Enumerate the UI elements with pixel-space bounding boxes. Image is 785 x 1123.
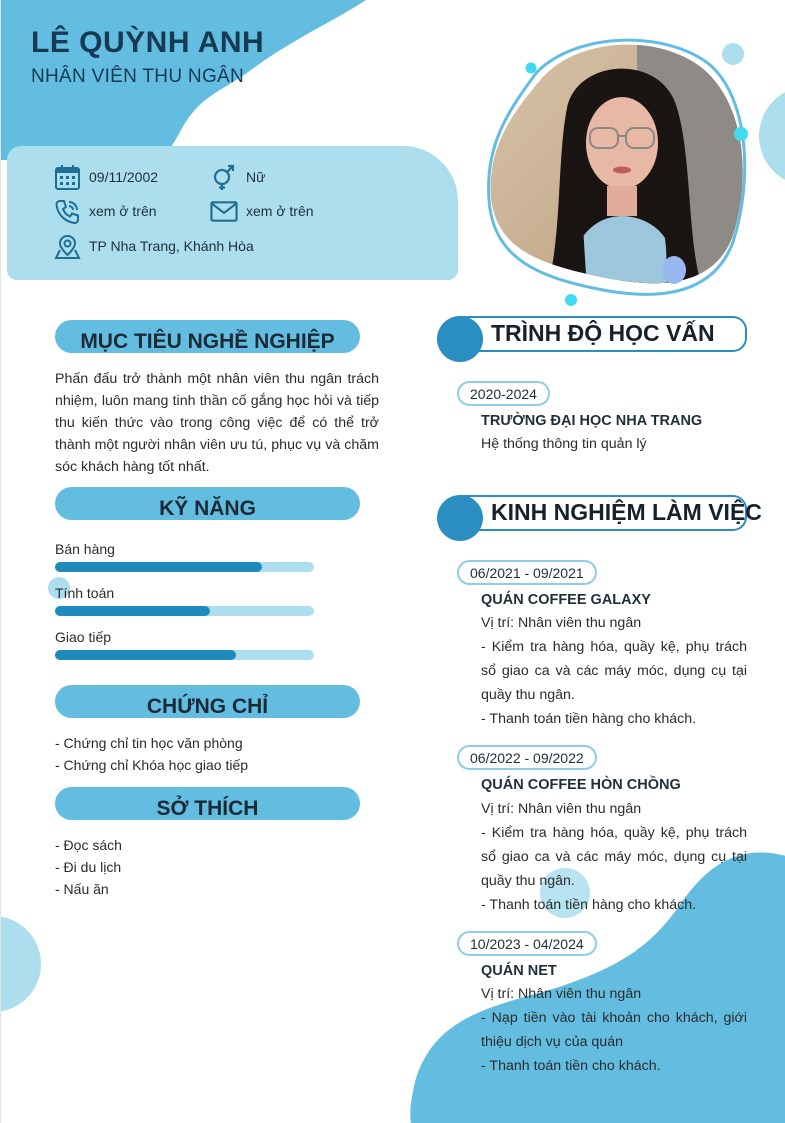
address-text: TP Nha Trang, Khánh Hòa xyxy=(89,238,254,254)
job-duty: - Thanh toán tiền cho khách. xyxy=(481,1058,661,1074)
gender-item xyxy=(210,163,265,191)
right-edge-circle-decoration xyxy=(759,88,785,188)
list-item: - Chứng chỉ Khóa học giao tiếp xyxy=(55,757,249,773)
phone-item xyxy=(53,197,157,225)
skill-bar-fill xyxy=(55,606,210,616)
birthday-text: 09/11/2002 xyxy=(89,169,159,185)
skill-bar-fill xyxy=(55,562,262,572)
skill-bar-communication xyxy=(55,650,314,660)
job-period: 10/2023 - 04/2024 xyxy=(457,931,597,956)
skill-bar-sales xyxy=(55,562,314,572)
heading-dot xyxy=(437,316,483,362)
list-item: - Đọc sách xyxy=(55,837,122,853)
job-duty: - Nạp tiền vào tài khoản cho khách, giới thiệu dịch vụ của quán xyxy=(481,1010,747,1050)
job-details xyxy=(481,982,747,1078)
job-position: Vị trí: Nhân viên thu ngân xyxy=(481,801,642,817)
skill-bar-fill xyxy=(55,650,236,660)
objective-heading: MỤC TIÊU NGHỀ NGHIỆP xyxy=(55,320,360,353)
profile-photo xyxy=(487,38,749,306)
birthday-item xyxy=(53,163,158,191)
list-item: - Nấu ăn xyxy=(55,881,109,897)
job-period: 06/2022 - 09/2022 xyxy=(457,745,597,770)
company-name: QUÁN COFFEE GALAXY xyxy=(481,592,651,608)
job-duty: - Kiểm tra hàng hóa, quầy kệ, phụ trách sổ giao ca và các máy móc, dụng cụ tại quầy thu ngân. xyxy=(481,639,747,703)
phone-text: xem ở trên xyxy=(89,203,157,219)
job-position: Vị trí: Nhân viên thu ngân xyxy=(481,986,642,1002)
skills-heading: KỸ NĂNG xyxy=(55,487,360,520)
experience-heading: KINH NGHIỆM LÀM VIỆC xyxy=(437,495,747,541)
hobbies-list xyxy=(55,834,122,900)
list-item: - Chứng chỉ tin học văn phòng xyxy=(55,735,243,751)
company-name: QUÁN COFFEE HÒN CHỒNG xyxy=(481,777,681,793)
major-text: Hệ thống thông tin quản lý xyxy=(481,436,647,452)
address-item xyxy=(53,232,254,260)
hobbies-heading: SỞ THÍCH xyxy=(55,787,360,820)
gender-icon xyxy=(210,163,238,191)
certificates-heading: CHỨNG CHỈ xyxy=(55,685,360,718)
candidate-name: LÊ QUỲNH ANH xyxy=(31,26,265,59)
job-duty: - Thanh toán tiền hàng cho khách. xyxy=(481,711,697,727)
education-period: 2020-2024 xyxy=(457,381,550,406)
job-duty: - Kiểm tra hàng hóa, quầy kệ, phụ trách sổ giao ca và các máy móc, dụng cụ tại quầy thu ngân. xyxy=(481,825,747,889)
heading-dot xyxy=(437,495,483,541)
job-position: Vị trí: Nhân viên thu ngân xyxy=(481,615,642,631)
education-heading: TRÌNH ĐỘ HỌC VẤN xyxy=(437,316,747,362)
gender-text: Nữ xyxy=(246,169,266,185)
mail-icon xyxy=(210,197,238,225)
objective-text: Phấn đấu trở thành một nhân viên thu ngân trách nhiệm, luôn mang tinh thần cố gắng học hỏi và tiếp thu kiến thức vào trong công việc để có thể trở thành một người nhân viên ưu tú, phục vụ và chăm sóc khách hàng tốt nhất. xyxy=(55,371,379,475)
company-name: QUÁN NET xyxy=(481,963,557,979)
skill-label-sales: Bán hàng xyxy=(55,541,115,557)
location-icon xyxy=(53,232,81,260)
email-item xyxy=(210,197,314,225)
certificates-list xyxy=(55,732,248,776)
job-title: NHÂN VIÊN THU NGÂN xyxy=(31,66,245,87)
left-edge-circle-decoration xyxy=(1,914,43,1014)
job-duty: - Thanh toán tiền hàng cho khách. xyxy=(481,897,697,913)
job-details xyxy=(481,797,747,917)
skill-bar-calculation xyxy=(55,606,314,616)
list-item: - Đi du lịch xyxy=(55,859,122,875)
job-period: 06/2021 - 09/2021 xyxy=(457,560,597,585)
skill-label-calculation: Tính toán xyxy=(55,585,115,601)
email-text: xem ở trên xyxy=(246,203,314,219)
job-details xyxy=(481,611,747,731)
calendar-icon xyxy=(53,163,81,191)
phone-icon xyxy=(53,197,81,225)
school-name: TRƯỜNG ĐẠI HỌC NHA TRANG xyxy=(481,413,703,429)
skill-label-communication: Giao tiếp xyxy=(55,629,112,645)
